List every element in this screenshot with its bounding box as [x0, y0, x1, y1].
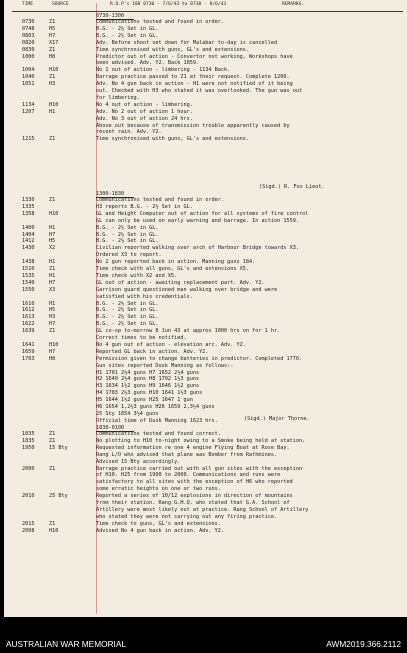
entry-remark: GL and Height Computer out of action for all systems of fire control — [96, 210, 309, 217]
entry-remark: H2 1640 2½4 guns H8 1702 1½3 guns — [96, 376, 200, 383]
entry-remark: Civilian reported walking over arch of Harbour Bridge towards X3. — [96, 245, 300, 252]
entry-remark: Rang L/O who advised that plane was Bomber from Rathmines. — [96, 451, 278, 458]
entry-time: 1835 — [22, 431, 35, 437]
entry-remark: GL out of action - awaiting replacement part. Adv. Y2. — [96, 279, 265, 286]
footer-bar — [0, 617, 407, 653]
entry-time: 2010 — [22, 493, 35, 500]
entry-time: 1207 — [22, 108, 35, 115]
entry-source: H3 — [49, 314, 56, 321]
entry-remark: Official time of Dusk Manning 1623 hrs. — [96, 417, 218, 424]
entry-remark: B.G. - 2½ Set in GL. — [96, 25, 159, 32]
entry-remark: No 1 out of action - limbering - 1134 Back. — [96, 67, 231, 74]
entry-remark: H3 reports B.G. - 2½ Set in GL. — [96, 203, 193, 210]
entry-time: 1134 — [22, 101, 35, 108]
entry-time: 1215 — [22, 136, 35, 143]
entry-remark: of H10. H25 from 1900 to 2000. Communications and runs were — [96, 472, 281, 479]
entry-time: 1004 — [22, 67, 35, 74]
entry-time: 1540 — [22, 279, 35, 286]
entry-source: H5 — [49, 238, 56, 245]
entry-time: 1438 — [22, 259, 35, 266]
entry-time: 1950 — [22, 444, 35, 451]
section-signature: (Sigd.) Major Thorne. — [244, 416, 310, 422]
entry-time: 1622 — [22, 321, 35, 328]
entry-source: 25 Bty — [49, 493, 68, 500]
entry-remark: Time check with all guns, GL's and extensions X5. — [96, 266, 250, 272]
entry-time: 2008 — [22, 527, 35, 534]
entry-remark: Predictor out of action - Convertor not working, Workshops have — [96, 53, 293, 60]
entry-source: X17 — [49, 39, 59, 46]
entry-source: H1 — [49, 259, 56, 266]
entry-remark: Above out because of transmission trouble apparently caused by — [96, 122, 290, 129]
entry-remark: B.G. - 2½ Set in GL. — [96, 231, 159, 238]
entry-remark: Artillery were most likely out at practice. Rang School of Artillery — [96, 506, 309, 513]
entry-remark: Ordered X3 to report. — [96, 252, 162, 259]
entry-remark: Adv. Before shoot set down for Malabar to-day is cancelled — [96, 39, 278, 46]
entry-time: 1550 — [22, 286, 35, 293]
entry-remark: B.G. - 2½ Set in GL. — [96, 321, 159, 328]
footer-institution: AUSTRALIAN WAR MEMORIAL — [6, 639, 127, 649]
entry-remark: who stated they were not carrying out any firing practice. — [96, 513, 278, 520]
entry-remark: Garrison guard questioned man walking over bridge and were — [96, 286, 278, 293]
entry-source: H10 — [49, 67, 59, 74]
entry-remark: satisfied with his credentials. — [96, 293, 193, 300]
entry-time: 1613 — [22, 314, 35, 321]
entry-time: 1510 — [22, 266, 35, 272]
entry-remark: Adv. No 2 out of action 1 hour. — [96, 108, 193, 115]
entry-remark: Communications tested and found in order. — [96, 19, 225, 25]
entry-time: 1659 — [22, 348, 35, 355]
entry-time: 1412 — [22, 238, 35, 245]
entry-remark: Time check to guns, GL's and extensions. — [96, 520, 221, 527]
entry-remark: B.G. - 2½ Set in GL. — [96, 238, 159, 245]
entry-remark: Communications tested and found in order. — [96, 197, 225, 203]
entry-source: H10 — [49, 341, 59, 348]
entry-time: 1703 — [22, 355, 35, 362]
entry-remark: been advised. Adv. Y2. Back 1059. — [96, 60, 200, 67]
entry-remark: B.G. - 2½ Set in GL. — [96, 314, 159, 321]
log-sheet — [4, 0, 407, 617]
footer-accession-number: AWM2019.366.2112 — [326, 639, 401, 649]
entry-remark: Barrage practice passed to Z1 at their request. Complete 1200. — [96, 74, 290, 81]
entry-source: H7 — [49, 279, 56, 286]
entry-time: 1430 — [22, 245, 35, 252]
entry-time: 1330 — [22, 197, 35, 203]
entry-source: H7 — [49, 32, 56, 39]
entry-source: Z1 — [49, 437, 56, 444]
entry-source: H10 — [49, 210, 59, 217]
entry-remark: Adv. No 3 out of action 24 hrs. — [96, 115, 193, 122]
entry-source: H8 — [49, 53, 56, 60]
entry-source: H1 — [49, 300, 56, 307]
entry-source: H8 — [49, 355, 56, 362]
entry-time: 2000 — [22, 465, 35, 472]
entry-remark: GL can only be used on early warning and barrage. In action 1559. — [96, 217, 300, 224]
entry-source: H5 — [49, 25, 56, 32]
entry-time: 1358 — [22, 210, 35, 217]
entry-source: Z1 — [49, 520, 56, 527]
entry-time: 1610 — [22, 300, 35, 307]
entry-remark: satisfactory to all sites with the exception of H6 who reported — [96, 479, 293, 486]
entry-time: 1535 — [22, 272, 35, 279]
entry-source: H7 — [49, 321, 56, 328]
entry-remark: H4 1703 2½3 guns H10 1641 1½3 guns — [96, 390, 203, 397]
entry-source: Z1 — [49, 431, 56, 437]
entry-time: 0830 — [22, 46, 35, 53]
entry-source: Z1 — [49, 328, 56, 335]
entry-source: H7 — [49, 231, 56, 238]
entry-source: H10 — [49, 101, 59, 108]
entry-time: 0820 — [22, 39, 35, 46]
entry-time: 1612 — [22, 307, 35, 314]
entry-remark: Advised 15 Bty accordingly. — [96, 458, 181, 465]
entry-time: 1040 — [22, 74, 35, 81]
entry-time: 1400 — [22, 224, 35, 231]
entry-remark: from their station. Rang G.H.Q. who stated that G.A. School of — [96, 500, 290, 506]
section-period: 1300-1830 — [96, 191, 125, 197]
entry-time: 2015 — [22, 520, 35, 527]
entry-source: H5 — [49, 307, 56, 314]
entry-time: 0730 — [22, 19, 35, 25]
entry-remark: out. Checked with H3 who stated it was overlooked. The gun was out — [96, 88, 303, 94]
entry-time: 0748 — [22, 25, 35, 32]
entry-time: 0803 — [22, 32, 35, 39]
header-center-text: R.O.P's 100 0730 - 7/6/43 to 0730 - 8/6/43 — [110, 2, 227, 7]
entry-remark: for limbering. — [96, 94, 140, 101]
header-rule — [12, 11, 403, 12]
entry-remark: some erratic heights on one or two runs. — [96, 486, 221, 493]
entry-source: H1 — [49, 224, 56, 231]
entry-source: Z1 — [49, 197, 56, 203]
entry-source: H3 — [49, 81, 56, 88]
entry-remark: No 4 out of action - limbering. — [96, 101, 193, 108]
entry-time: 1639 — [22, 328, 35, 335]
entry-time: 1835 — [22, 437, 35, 444]
entry-remark: Permission given to change batteries in predictor. Completed 1770. — [96, 355, 303, 362]
entry-time: 1051 — [22, 81, 35, 88]
entry-remark: H5 1644 1½2 guns H25 1647 1 gun — [96, 397, 193, 404]
entry-remark: Reported a series of 10/12 explosions in direction of mountains — [96, 493, 293, 500]
entry-remark: Requested information re one 4 engine Flying Boat at Rose Bay. — [96, 444, 290, 451]
entry-source: H1 — [49, 108, 56, 115]
entry-time: 1641 — [22, 341, 35, 348]
entry-source: H10 — [49, 527, 59, 534]
entry-source: X3 — [49, 286, 56, 293]
entry-remark: Gun sites reported Dusk Manning as follows:- — [96, 362, 234, 369]
remarks-column-label: REMARKS. — [282, 2, 305, 7]
entry-remark: No plotting to H10 to-night owing to a Smoke being held at station. — [96, 437, 306, 444]
entry-source: Z1 — [49, 74, 56, 81]
entry-remark: Communications tested and found correct. — [96, 431, 221, 437]
entry-source: X2 — [49, 245, 56, 252]
entry-source: 15 Bty — [49, 444, 68, 451]
entry-source: H7 — [49, 348, 56, 355]
entry-remark: Advised No 4 gun back in action. Adv. Y2. — [96, 527, 225, 534]
log-header — [4, 2, 407, 11]
entry-remark: B.G. - 2½ Set in GL. — [96, 32, 159, 39]
entry-remark: Reported GL back in action. Adv. Y2. — [96, 348, 209, 355]
section-period: 1830-0100 — [96, 425, 125, 431]
entry-remark: Time synchronised with guns, GL's and extensions. — [96, 46, 250, 53]
entry-remark: recent rain. Adv. Y2. — [96, 129, 162, 136]
entry-time: 1000 — [22, 53, 35, 60]
source-column-label: SOURCE — [52, 2, 69, 7]
entry-remark: B.G. - 2½ Set in GL. — [96, 224, 159, 231]
entry-time: 1404 — [22, 231, 35, 238]
entry-remark: Time check with X2 and X5. — [96, 272, 178, 279]
entry-remark: H6 1654 1,2½3 guns H26 1659 2,3½4 guns — [96, 404, 215, 410]
section-period: 0730-1300 — [96, 13, 125, 19]
entry-remark: B.G. - 2½ Set in GL. — [96, 307, 159, 314]
entry-source: Z1 — [49, 465, 56, 472]
time-column-label: TIME — [22, 2, 34, 7]
entry-time: 1335 — [22, 203, 35, 210]
entry-remark: H3 1634 1½2 guns H9 1646 1½2 guns — [96, 383, 200, 390]
entry-remark: GL co-op to-morrow 8 Jun 43 at approx 1000 hrs on for 1 hr. — [96, 328, 281, 335]
entry-remark: Correct times to be notified. — [96, 335, 187, 341]
entry-source: Z1 — [49, 136, 56, 143]
entry-remark: B.G. - 2½ Set in GL. — [96, 300, 159, 307]
entry-remark: H1 1701 2½4 guns H7 1652 2½4 guns — [96, 369, 200, 376]
entry-source: Z1 — [49, 266, 56, 272]
entry-source: Z1 — [49, 19, 56, 25]
section-signature: (Sigd.) R. Fox Lieut. — [259, 184, 325, 190]
entry-remark: Time synchronised with guns, GL's and extensions. — [96, 136, 250, 143]
entry-remark: Adv. No 4 gun back in action - H1 were not notified of it being — [96, 81, 293, 88]
entry-remark: No 2 gun reported back in action. Manning guns 184. — [96, 259, 256, 266]
entry-remark: 25 Sty 1654 3½4 guns — [96, 410, 159, 417]
entry-source: Z1 — [49, 46, 56, 53]
entry-remark: No 4 gun out of action - elevation arc. Adv. Y2. — [96, 341, 246, 348]
entry-source: H1 — [49, 272, 56, 279]
entry-remark: Barrage practice carried out with all gun sites with the exception — [96, 465, 303, 472]
